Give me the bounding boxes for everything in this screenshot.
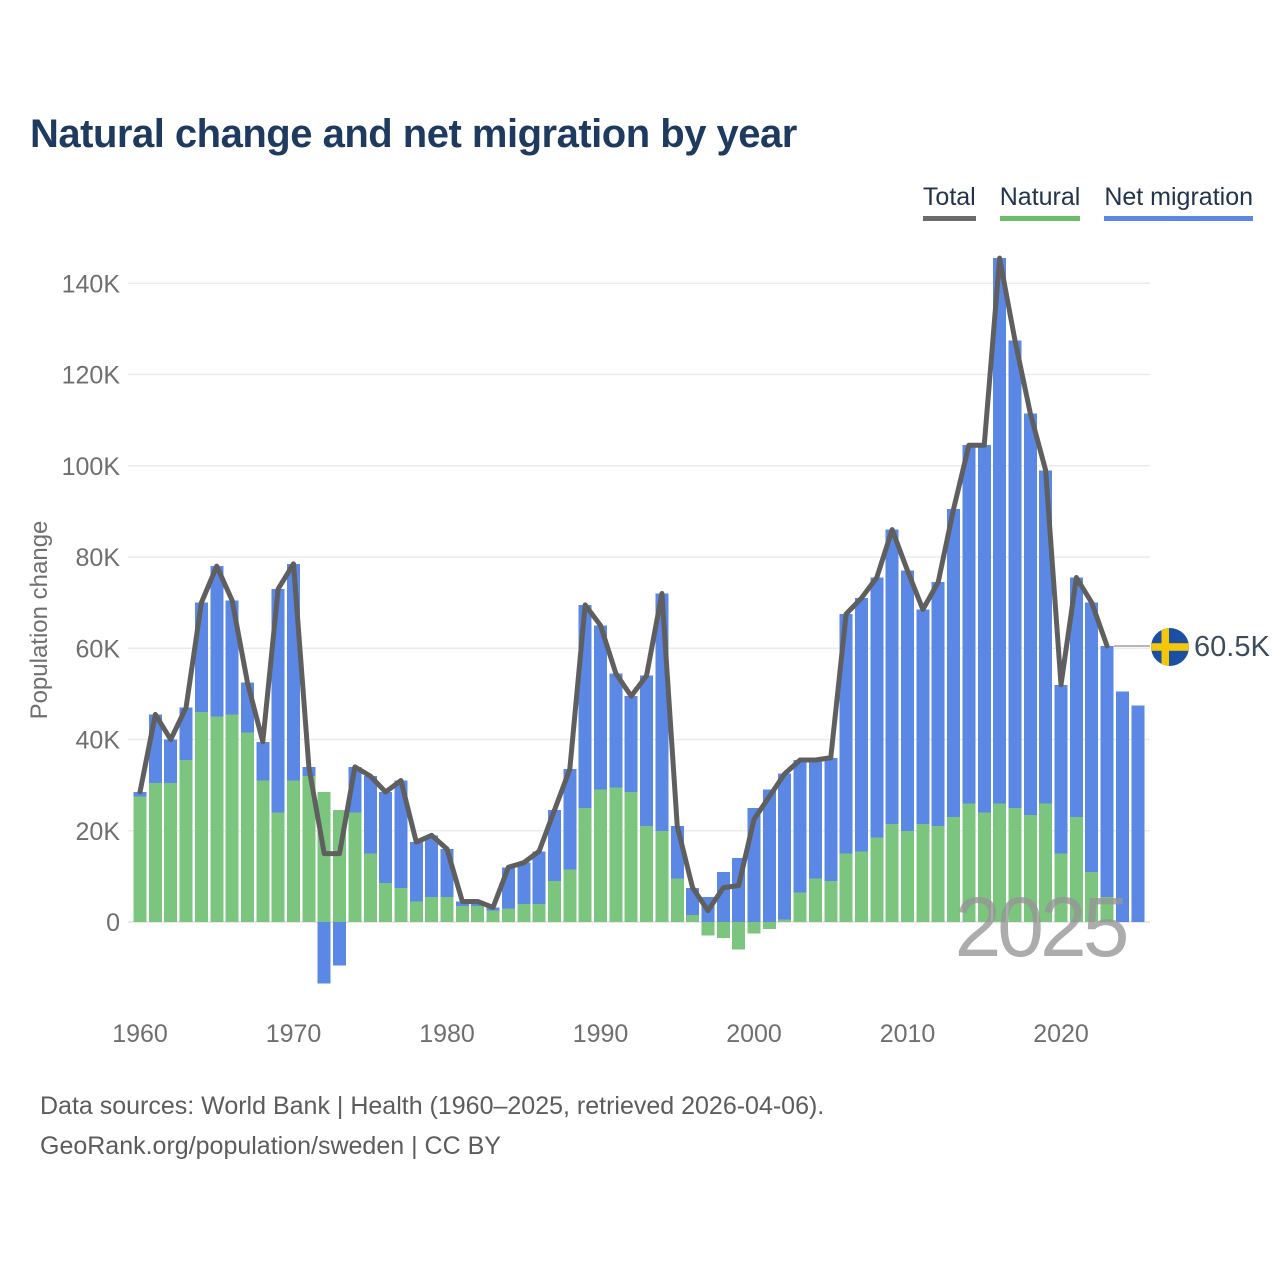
bar-natural-1962[interactable]	[164, 783, 177, 922]
bar-natural-1972[interactable]	[318, 792, 331, 922]
x-tick-label-2020: 2020	[1033, 1020, 1089, 1048]
bar-natural-1996[interactable]	[686, 915, 699, 922]
bar-net-migration-2020[interactable]	[1055, 685, 1068, 854]
bar-natural-2005[interactable]	[824, 881, 837, 922]
attribution-text: GeoRank.org/population/sweden | CC BY	[40, 1132, 501, 1160]
bar-natural-1981[interactable]	[456, 906, 469, 922]
x-tick-label-1990: 1990	[572, 1020, 629, 1048]
y-tick-label-140K: 140K	[61, 270, 120, 299]
bar-natural-1967[interactable]	[241, 733, 254, 922]
bar-natural-1977[interactable]	[394, 888, 407, 922]
y-tick-label-60K: 60K	[75, 635, 120, 664]
bar-natural-1965[interactable]	[210, 717, 223, 922]
bar-natural-1991[interactable]	[609, 787, 622, 922]
bar-natural-1974[interactable]	[348, 813, 361, 923]
bar-net-migration-1965[interactable]	[210, 566, 223, 717]
bar-natural-2011[interactable]	[916, 824, 929, 922]
bar-net-migration-2015[interactable]	[978, 445, 991, 812]
bar-natural-1966[interactable]	[226, 714, 239, 922]
bar-net-migration-2007[interactable]	[855, 598, 868, 851]
bar-net-migration-1975[interactable]	[364, 776, 377, 854]
bar-net-migration-1993[interactable]	[640, 676, 653, 827]
bar-net-migration-2010[interactable]	[901, 571, 914, 831]
bar-natural-2010[interactable]	[901, 831, 914, 922]
bar-net-migration-2023[interactable]	[1101, 646, 1114, 897]
y-tick-label-80K: 80K	[75, 544, 120, 572]
bar-natural-1987[interactable]	[548, 881, 561, 922]
bar-net-migration-1962[interactable]	[164, 740, 177, 783]
bar-natural-1960[interactable]	[134, 797, 147, 922]
annotation-value-label: 60.5K	[1194, 630, 1270, 663]
bar-natural-2007[interactable]	[855, 851, 868, 922]
bar-natural-1976[interactable]	[379, 883, 392, 922]
x-tick-label-2000: 2000	[726, 1020, 782, 1048]
bar-natural-2004[interactable]	[809, 879, 822, 922]
bar-natural-1969[interactable]	[272, 813, 285, 923]
y-tick-label-40K: 40K	[75, 726, 120, 755]
bar-net-migration-1973[interactable]	[333, 922, 346, 965]
bar-natural-1985[interactable]	[517, 904, 530, 922]
bar-net-migration-2025[interactable]	[1131, 705, 1144, 922]
bar-natural-2006[interactable]	[840, 854, 853, 922]
bar-net-migration-2022[interactable]	[1085, 603, 1098, 872]
bar-natural-1984[interactable]	[502, 908, 515, 922]
bar-natural-1986[interactable]	[533, 904, 546, 922]
bar-natural-1998[interactable]	[717, 922, 730, 938]
y-axis-title: Population change	[26, 520, 53, 720]
sweden-flag-icon[interactable]	[1151, 628, 1189, 666]
bar-net-migration-2004[interactable]	[809, 760, 822, 879]
legend-item-natural[interactable]: Natural	[1000, 184, 1081, 221]
bar-net-migration-2003[interactable]	[794, 760, 807, 892]
bar-natural-1994[interactable]	[655, 831, 668, 922]
bar-natural-2009[interactable]	[886, 824, 899, 922]
bar-natural-1993[interactable]	[640, 826, 653, 922]
bar-net-migration-2017[interactable]	[1008, 340, 1021, 808]
bar-natural-2003[interactable]	[794, 892, 807, 922]
legend-item-net-migration[interactable]: Net migration	[1104, 184, 1253, 221]
bar-net-migration-1985[interactable]	[517, 863, 530, 904]
bar-net-migration-2001[interactable]	[763, 790, 776, 922]
bar-natural-1979[interactable]	[425, 897, 438, 922]
bar-natural-1963[interactable]	[180, 760, 193, 922]
bar-net-migration-1986[interactable]	[533, 851, 546, 903]
total-line[interactable]	[140, 258, 1107, 910]
bar-net-migration-2002[interactable]	[778, 774, 791, 920]
bar-natural-1992[interactable]	[625, 792, 638, 922]
bar-natural-1970[interactable]	[287, 781, 300, 922]
x-tick-label-1970: 1970	[265, 1020, 322, 1048]
y-tick-label-0: 0	[106, 909, 120, 937]
watermark-year: 2025	[954, 880, 1126, 974]
x-tick-label-1960: 1960	[112, 1020, 168, 1048]
bar-net-migration-2008[interactable]	[870, 578, 883, 838]
sweden-flag-part	[1151, 643, 1189, 651]
x-tick-label-1980: 1980	[419, 1020, 475, 1048]
bar-net-migration-2009[interactable]	[886, 530, 899, 824]
bar-natural-1982[interactable]	[471, 906, 484, 922]
bar-natural-1995[interactable]	[671, 879, 684, 922]
data-sources-text: Data sources: World Bank | Health (1960–2025, retrieved 2026-04-06).	[40, 1092, 825, 1120]
bar-natural-1990[interactable]	[594, 790, 607, 922]
bar-natural-1978[interactable]	[410, 901, 423, 922]
bar-natural-1989[interactable]	[579, 808, 592, 922]
bar-natural-1968[interactable]	[256, 781, 269, 922]
bar-natural-1988[interactable]	[563, 870, 576, 922]
bar-net-migration-1972[interactable]	[318, 922, 331, 984]
bar-natural-1980[interactable]	[441, 897, 454, 922]
bar-natural-2000[interactable]	[748, 922, 761, 933]
bar-net-migration-2014[interactable]	[962, 445, 975, 803]
chart-footer	[40, 1086, 824, 1166]
bar-natural-1999[interactable]	[732, 922, 745, 949]
bar-natural-2002[interactable]	[778, 920, 791, 922]
bar-net-migration-1976[interactable]	[379, 792, 392, 883]
bar-net-migration-2018[interactable]	[1024, 413, 1037, 815]
bar-natural-1961[interactable]	[149, 783, 162, 922]
bar-natural-1964[interactable]	[195, 712, 208, 922]
bar-natural-1975[interactable]	[364, 854, 377, 922]
page-title: Natural change and net migration by year	[30, 112, 797, 156]
bar-natural-2001[interactable]	[763, 922, 776, 929]
bar-net-migration-1991[interactable]	[609, 673, 622, 787]
bar-net-migration-2005[interactable]	[824, 758, 837, 881]
bar-net-migration-2012[interactable]	[932, 582, 945, 826]
bar-natural-2008[interactable]	[870, 838, 883, 922]
bar-net-migration-1990[interactable]	[594, 625, 607, 789]
bar-net-migration-2013[interactable]	[947, 509, 960, 817]
y-tick-label-20K: 20K	[75, 817, 120, 846]
bar-net-migration-2011[interactable]	[916, 609, 929, 823]
bar-net-migration-1978[interactable]	[410, 842, 423, 901]
y-tick-label-120K: 120K	[61, 361, 120, 390]
legend-item-total[interactable]: Total	[923, 184, 976, 221]
bar-natural-1997[interactable]	[701, 922, 714, 936]
bar-net-migration-1992[interactable]	[625, 696, 638, 792]
bar-net-migration-1968[interactable]	[256, 742, 269, 781]
x-tick-label-2010: 2010	[879, 1020, 936, 1048]
y-tick-label-100K: 100K	[61, 452, 120, 481]
bar-natural-1983[interactable]	[487, 911, 500, 922]
bar-natural-2012[interactable]	[932, 826, 945, 922]
bar-net-migration-1979[interactable]	[425, 835, 438, 897]
